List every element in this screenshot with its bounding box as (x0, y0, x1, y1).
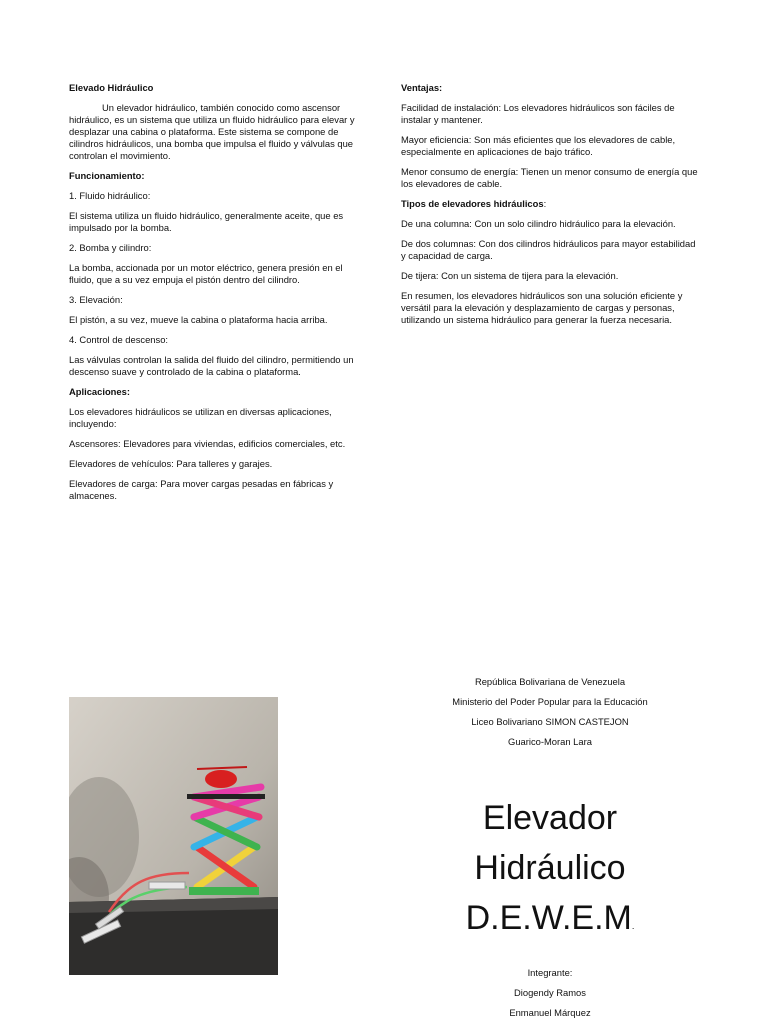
step-title: 2. Bomba y cilindro: (69, 242, 152, 253)
title-line: Elevador (482, 799, 618, 837)
cover-title (420, 793, 680, 951)
ventajas-item: Facilidad de instalación: Los elevadores hidráulicos son fáciles de instalar y mantener. (401, 102, 675, 125)
step-text: El sistema utiliza un fluido hidráulico, generalmente aceite, que es impulsado por la bomba. (69, 210, 344, 233)
left-column (69, 82, 367, 510)
aplicaciones-item: Los elevadores hidráulicos se utilizan en diversas aplicaciones, incluyendo: (69, 406, 332, 429)
lift-model-image (69, 697, 278, 975)
tipos-heading-text: Tipos de elevadores hidráulicos (401, 198, 544, 209)
hydraulic-lift-photo (69, 697, 278, 975)
tipos-heading-colon: : (543, 198, 547, 209)
section-heading: Elevado Hidráulico (69, 82, 154, 93)
institution-line: República Bolivariana de Venezuela (474, 676, 626, 687)
right-column (401, 82, 699, 334)
aplicaciones-item: Elevadores de carga: Para mover cargas pesadas en fábricas y almacenes. (69, 478, 334, 501)
member-name: Enmanuel Márquez (509, 1007, 591, 1018)
intro-paragraph: Un elevador hidráulico, también conocido como ascensor hidráulico, es un sistema que utiliza un fluido hidráulico para elevar y desplazar una cabina o plataforma. Este sistema se compone de cilindros hidráulicos, una bomba que impulsa el fluido y válvulas que controlan el movimiento. (69, 102, 355, 161)
funcionamiento-heading: Funcionamiento: (69, 170, 145, 181)
title-trailing-dot: . (631, 921, 635, 931)
tipos-heading (401, 198, 699, 210)
aplicaciones-item: Ascensores: Elevadores para viviendas, edificios comerciales, etc. (69, 438, 346, 449)
team-block (420, 967, 680, 1027)
tipos-item: De tijera: Con un sistema de tijera para la elevación. (401, 270, 619, 281)
title-line-acronym (420, 893, 680, 951)
title-line: Hidráulico (474, 849, 626, 887)
title-acronym: D.E.W.E.M (465, 899, 632, 937)
step-text: La bomba, accionada por un motor eléctrico, genera presión en el fluido, que a su vez empuja el pistón dentro del cilindro. (69, 262, 343, 285)
institution-line: Liceo Bolivariano SIMON CASTEJON (471, 716, 629, 727)
resumen-paragraph: En resumen, los elevadores hidráulicos son una solución eficiente y versátil para la elevación y desplazamiento de cargas y personas, utilizando un sistema hidráulico para generar la fuerza necesaria. (401, 290, 683, 325)
ventajas-heading: Ventajas: (401, 82, 443, 93)
institution-line: Ministerio del Poder Popular para la Educación (452, 696, 648, 707)
step-title: 1. Fluido hidráulico: (69, 190, 151, 201)
aplicaciones-heading: Aplicaciones: (69, 386, 130, 397)
tipos-item: De una columna: Con un solo cilindro hidráulico para la elevación. (401, 218, 676, 229)
institution-block (420, 676, 680, 756)
ventajas-item: Mayor eficiencia: Son más eficientes que los elevadores de cable, especialmente en aplicaciones de bajo tráfico. (401, 134, 676, 157)
tipos-item: De dos columnas: Con dos cilindros hidráulicos para mayor estabilidad y capacidad de carga. (401, 238, 696, 261)
step-text: El pistón, a su vez, mueve la cabina o plataforma hacia arriba. (69, 314, 328, 325)
integrante-label: Integrante: (527, 967, 573, 978)
step-title: 3. Elevación: (69, 294, 123, 305)
member-name: Diogendy Ramos (514, 987, 586, 998)
ventajas-item: Menor consumo de energía: Tienen un menor consumo de energía que los elevadores de cable. (401, 166, 698, 189)
aplicaciones-item: Elevadores de vehículos: Para talleres y garajes. (69, 458, 273, 469)
step-title: 4. Control de descenso: (69, 334, 169, 345)
institution-line: Guarico-Moran Lara (508, 736, 592, 747)
step-text: Las válvulas controlan la salida del fluido del cilindro, permitiendo un descenso suave y controlado de la cabina o plataforma. (69, 354, 354, 377)
